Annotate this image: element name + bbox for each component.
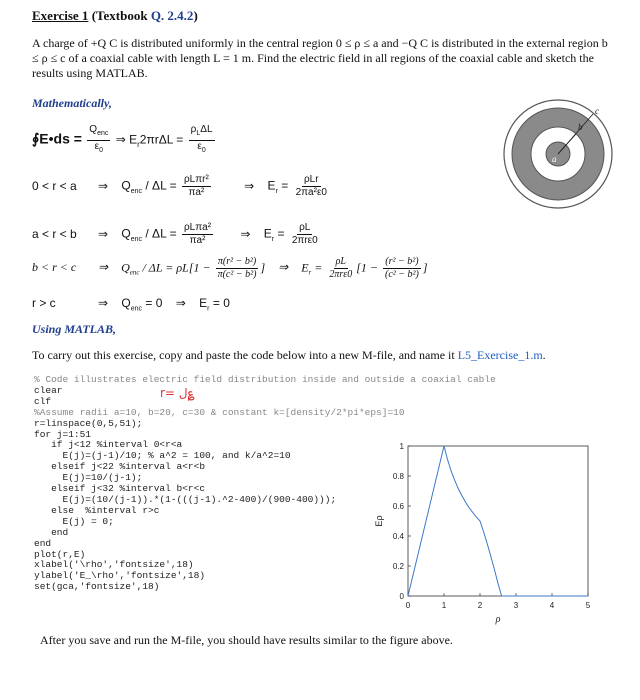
textbook-ref: (Textbook Q. 2.4.2) bbox=[91, 8, 198, 23]
x-axis-label: ρ bbox=[495, 614, 501, 625]
code-line: r=linspace(0,5,51); bbox=[34, 417, 143, 429]
code-line: elseif j<32 %interval b<r<c bbox=[34, 483, 206, 495]
x-tick-label: 5 bbox=[585, 601, 591, 610]
electric-field-plot bbox=[370, 440, 610, 630]
label-b: b bbox=[578, 122, 583, 132]
plot-area bbox=[408, 446, 588, 596]
instruction-text: To carry out this exercise, copy and paste the code below into a new M-file, and name it L5_Exercise_1.m. bbox=[32, 348, 546, 362]
code-line: clear bbox=[34, 384, 63, 396]
y-tick-label: 0.4 bbox=[392, 532, 404, 541]
region-row-1: 0 < r < a ⇒ $Q_{enc}$ / ΔL = $\frac{\text{ρLπr²}}{\text{πa²}}$ ⇒ $E_r$ = $\frac{\text{ρLr}}{\text{2πa²ε0}}$ bbox=[32, 174, 327, 198]
section-using-matlab: Using MATLAB, bbox=[32, 322, 117, 336]
y-tick-label: 0.8 bbox=[392, 472, 404, 481]
label-c: c bbox=[595, 106, 599, 116]
code-line: xlabel('\rho','fontsize',18) bbox=[34, 559, 194, 571]
label-a: a bbox=[552, 154, 557, 164]
code-line: E(j)=(10/(j-1)).*(1-(((j-1).^2-400)/(900-400))); bbox=[34, 493, 337, 505]
code-line: if j<12 %interval 0<r<a bbox=[34, 439, 183, 451]
y-tick-label: 0.2 bbox=[392, 562, 404, 571]
code-line: E(j)=(j-1)/10; % a^2 = 100, and k/a^2=10 bbox=[34, 450, 291, 462]
region-row-3: b < r < c ⇒ $Q_{enc} / \Delta L = \rho L[1$ − $\frac{\text{π(r² − b²)}}{\text{π(c² − b²)}}$ ] ⇒ $E_r$ = $\frac{\rho L}{\text{2πrε0}}$ [1 − $\frac{\text{(r² − b²)}}{\text{(c² − b²)}}$ ] bbox=[32, 256, 428, 280]
region-row-2: a < r < b ⇒ $Q_{enc}$ / ΔL = $\frac{\text{ρLπa²}}{\text{πa²}}$ ⇒ $E_r$ = $\frac{\rho L}{\text{2πrε0}}$ bbox=[32, 222, 318, 246]
code-line: elseif j<22 %interval a<r<b bbox=[34, 461, 206, 473]
code-line: plot(r,E) bbox=[34, 548, 86, 560]
y-tick-label: 1 bbox=[399, 442, 404, 451]
y-tick-label: 0 bbox=[399, 592, 404, 601]
code-line: E(j) = 0; bbox=[34, 515, 114, 527]
code-line: for j=1:51 bbox=[34, 428, 92, 440]
exercise-title: Exercise 1 bbox=[32, 8, 89, 23]
gauss-law-equation: ∮E•ds = $\frac{Q_{enc}}{\varepsilon_0}$ ⇒ $E_r2\pi r\Delta L$ = $\frac{\rho_L\Delta L}{\varepsilon_0}$ bbox=[32, 124, 213, 154]
handwritten-note: r= ل؏ bbox=[160, 386, 195, 400]
code-line: %Assume radii a=10, b=20, c=30 & constant k=[density/2*pi*eps]=10 bbox=[34, 406, 405, 418]
code-line: end bbox=[34, 537, 52, 549]
code-line: clf bbox=[34, 395, 52, 407]
x-tick-label: 2 bbox=[477, 601, 483, 610]
code-line: else %interval r>c bbox=[34, 504, 160, 516]
region-row-4: r > c ⇒ $Q_{enc} = 0$ ⇒ $E_r = 0$ bbox=[32, 296, 230, 313]
coaxial-cable-diagram bbox=[500, 96, 616, 212]
exercise-heading bbox=[32, 8, 198, 24]
x-tick-label: 3 bbox=[513, 601, 519, 610]
code-line: % Code illustrates electric field distribution inside and outside a coaxial cable bbox=[34, 374, 496, 385]
code-line: E(j)=10/(j-1); bbox=[34, 472, 143, 484]
mfile-name-link[interactable]: L5_Exercise_1.m bbox=[457, 348, 543, 362]
code-line: end bbox=[34, 526, 69, 538]
code-line: set(gca,'fontsize',18) bbox=[34, 581, 160, 593]
x-tick-label: 4 bbox=[549, 601, 555, 610]
section-mathematically: Mathematically, bbox=[32, 96, 112, 110]
problem-statement: A charge of +Q C is distributed uniformly in the central region 0 ≤ ρ ≤ a and −Q C is distributed in the external region b ≤ ρ ≤ c of a coaxial cable with length L = 1 m. Find the electric field in all regions of the coaxial cable and sketch the results using MATLAB. bbox=[32, 36, 608, 80]
x-tick-label: 1 bbox=[441, 601, 447, 610]
closing-text: After you save and run the M-file, you should have results similar to the figure above. bbox=[40, 633, 453, 647]
x-tick-label: 0 bbox=[405, 601, 411, 610]
y-tick-label: 0.6 bbox=[392, 502, 404, 511]
y-axis-label: Eρ bbox=[374, 515, 384, 527]
code-line: ylabel('E_\rho','fontsize',18) bbox=[34, 570, 206, 582]
